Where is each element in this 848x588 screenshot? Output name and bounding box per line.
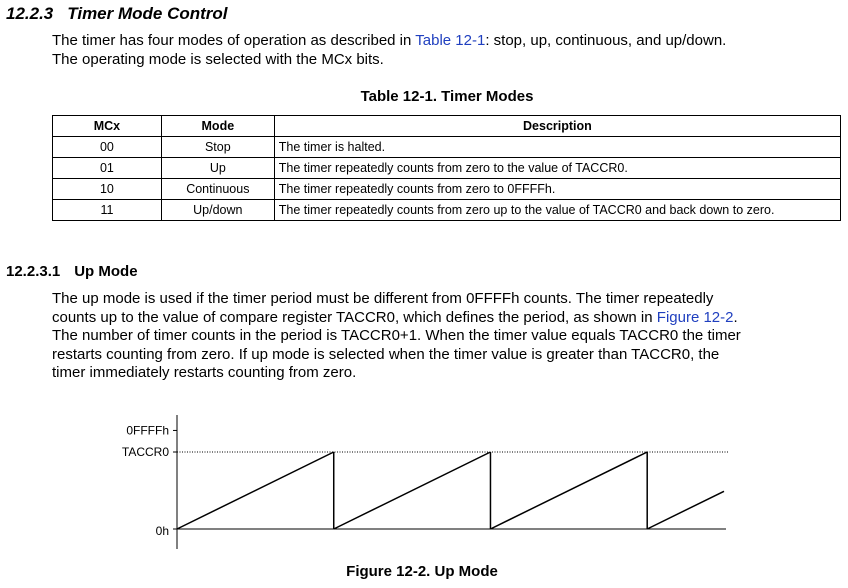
y-label-0h: 0h — [155, 524, 169, 538]
cell-mcx: 10 — [53, 179, 162, 200]
intro-text: The timer has four modes of operation as described in — [52, 32, 416, 49]
cell-mcx: 11 — [53, 200, 162, 221]
header-mcx: MCx — [53, 116, 162, 137]
paragraph-line: The up mode is used if the timer period must be different from 0FFFFh counts. The timer repeatedly — [52, 290, 714, 307]
cell-description: The timer is halted. — [274, 137, 840, 158]
cell-mode: Up/down — [161, 200, 274, 221]
timer-count-segment — [177, 452, 334, 529]
table-12-1-link[interactable]: Table 12-1 — [415, 32, 486, 49]
subsection-number: 12.2.3.1 — [6, 263, 61, 280]
cell-mode: Continuous — [161, 179, 274, 200]
intro-line-2: The operating mode is selected with the MCx bits. — [52, 50, 384, 68]
paragraph-line: The number of timer counts in the period is TACCR0+1. When the timer value equals TACCR0 the timer — [52, 327, 741, 344]
cell-mode: Stop — [161, 137, 274, 158]
header-mode: Mode — [161, 116, 274, 137]
y-label-taccr0: TACCR0 — [121, 445, 169, 459]
cell-description: The timer repeatedly counts from zero to 0FFFFh. — [274, 179, 840, 200]
timer-count-segment — [647, 491, 724, 529]
cell-description: The timer repeatedly counts from zero to the value of TACCR0. — [274, 158, 840, 179]
y-label-0ffffh: 0FFFFh — [126, 423, 169, 438]
intro-text-end: : stop, up, continuous, and up/down. — [485, 32, 727, 49]
header-description: Description — [274, 116, 840, 137]
figure-12-2-link[interactable]: Figure 12-2 — [656, 308, 734, 326]
section-number: 12.2.3 — [6, 4, 54, 23]
table-title: Table 12-1. Timer Modes — [360, 88, 534, 105]
cell-mcx: 01 — [53, 158, 162, 179]
timer-count-segment — [490, 452, 647, 529]
section-title: Timer Mode Control — [67, 4, 228, 23]
cell-description: The timer repeatedly counts from zero up to the value of TACCR0 and back down to zero. — [274, 200, 840, 221]
paragraph-line: timer immediately restarts counting from zero. — [52, 364, 357, 381]
paragraph-text: counts up to the value of compare register TACCR0, which defines the period, as shown in — [52, 308, 657, 326]
cell-mcx: 00 — [53, 137, 162, 158]
paragraph-line: restarts counting from zero. If up mode is selected when the timer value is greater than TACCR0, the — [52, 345, 720, 363]
figure-caption: Figure 12-2. Up Mode — [346, 563, 498, 580]
timer-count-segment — [334, 452, 491, 529]
subsection-title: Up Mode — [74, 263, 138, 280]
paragraph-text-end: . — [733, 308, 738, 326]
cell-mode: Up — [161, 158, 274, 179]
